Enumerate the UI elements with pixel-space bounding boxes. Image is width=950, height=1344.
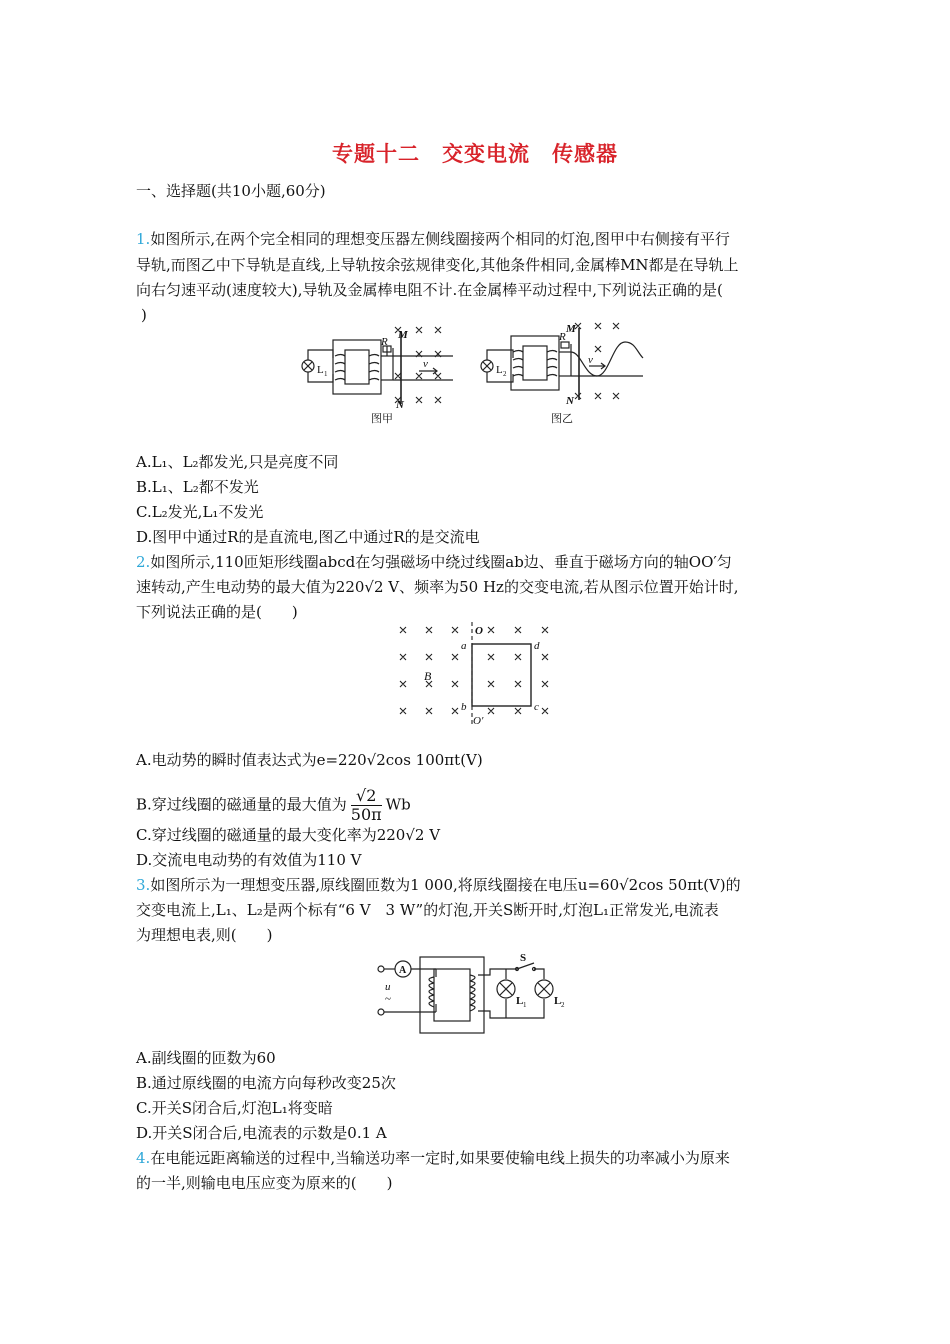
q1-fig-caption-right: 图乙 — [551, 413, 573, 425]
q3-fig-tilde-label: ~ — [385, 993, 391, 1005]
q2-fig-a-label: a — [461, 640, 467, 652]
svg-text:1: 1 — [324, 370, 328, 378]
q2-fraction-unit: Wb — [385, 795, 411, 814]
q3-fig-A-label: A — [399, 965, 407, 976]
q3-fig-L2-label: L — [554, 995, 562, 1007]
q1-fig-N2-label: N — [566, 395, 574, 407]
q1-fig-R2-label: R — [559, 331, 566, 343]
svg-text:2: 2 — [503, 370, 507, 378]
q1-fig-v-label: v — [423, 358, 428, 370]
q3-option-a: A.副线圈的匝数为60 — [136, 1049, 276, 1067]
q2-option-d: D.交流电电动势的有效值为110 V — [136, 851, 362, 869]
q3-fig-S-label: S — [520, 952, 527, 964]
q1-option-c: C.L₂发光,L₁不发光 — [136, 503, 264, 521]
q2-line-3: 下列说法正确的是( ) — [136, 603, 298, 621]
q2-fig-B-label: B — [424, 669, 432, 683]
q3-fig-u-label: u — [385, 981, 391, 993]
q3-option-c: C.开关S闭合后,灯泡L₁将变暗 — [136, 1099, 333, 1117]
q1-option-b: B.L₁、L₂都不发光 — [136, 478, 259, 496]
q1-fig-L1-label: L — [317, 364, 324, 376]
q1-number: 1. — [136, 230, 151, 248]
q3-line-3: 为理想电表,则( ) — [136, 926, 273, 944]
page-title: 专题十二 交变电流 传感器 — [332, 142, 618, 166]
q2-option-b: B.穿过线圈的磁通量的最大值为 $\frac{√2}{50\pi}$ Wb — [136, 786, 411, 824]
q3-number: 3. — [136, 876, 151, 894]
q2-option-c: C.穿过线圈的磁通量的最大变化率为220√2 V — [136, 826, 441, 844]
figure-jia — [302, 327, 453, 404]
q1-figure — [295, 318, 655, 434]
q1-fig-M2-label: M — [566, 323, 576, 335]
q1-fig-N-label: N — [396, 399, 404, 411]
q1-line-4: ) — [141, 306, 147, 324]
q2-fig-b-label: b — [461, 701, 467, 713]
q1-fig-R-label: R — [381, 336, 388, 348]
q2-number: 2. — [136, 553, 151, 571]
q2-fig-d-label: d — [534, 640, 540, 652]
q1-line-2: 导轨,而图乙中下导轨是直线,上导轨按余弦规律变化,其他条件相同,金属棒MN都是在导轨上 — [136, 256, 739, 274]
q3-figure — [376, 952, 576, 1046]
q3-option-d: D.开关S闭合后,电流表的示数是0.1 A — [136, 1124, 387, 1142]
q3-fig-L1-label: L — [516, 995, 524, 1007]
q3-line-1: 3.如图所示为一理想变压器,原线圈匝数为1 000,将原线圈接在电压u=60√2cos 50πt(V)的 — [136, 876, 741, 894]
q1-option-d: D.图甲中通过R的是直流电,图乙中通过R的是交流电 — [136, 528, 480, 546]
q2-line-2: 速转动,产生电动势的最大值为220√2 V、频率为50 Hz的交变电流,若从图示位置开始计时, — [136, 578, 739, 596]
q2-fig-O2-label: O′ — [473, 715, 484, 727]
q2-option-a: A.电动势的瞬时值表达式为e=220√2cos 100πt(V) — [136, 751, 483, 769]
svg-text:1: 1 — [523, 1001, 527, 1009]
q1-line-1: 1.如图所示,在两个完全相同的理想变压器左侧线圈接两个相同的灯泡,图甲中右侧接有平行 — [136, 230, 730, 248]
q2-fraction-denominator: 50π — [350, 805, 382, 824]
svg-text:2: 2 — [561, 1001, 565, 1009]
q4-number: 4. — [136, 1149, 151, 1167]
q3-option-b: B.通过原线圈的电流方向每秒改变25次 — [136, 1074, 396, 1092]
q1-fig-M-label: M — [398, 329, 408, 341]
q4-line-2: 的一半,则输电电压应变为原来的( ) — [136, 1174, 393, 1192]
q1-line-3: 向右匀速平动(速度较大),导轨及金属棒电阻不计.在金属棒平动过程中,下列说法正确的是( — [136, 281, 723, 299]
section-heading: 一、选择题(共10小题,60分) — [136, 182, 326, 200]
q2-figure — [392, 620, 562, 732]
q3-line-2: 交变电流上,L₁、L₂是两个标有“6 V 3 W”的灯泡,开关S断开时,灯泡L₁正常发光,电流表 — [136, 901, 719, 919]
q1-option-a: A.L₁、L₂都发光,只是亮度不同 — [136, 453, 339, 471]
q2-fig-O-label: O — [475, 625, 483, 637]
q2-line-1: 2.如图所示,110匝矩形线圈abcd在匀强磁场中绕过线圈ab边、垂直于磁场方向的轴OO′匀 — [136, 553, 732, 571]
q4-line-1: 4.在电能远距离输送的过程中,当输送功率一定时,如果要使输电线上损失的功率减小为原来 — [136, 1149, 730, 1167]
q2-fig-c-label: c — [534, 701, 539, 713]
q1-fig-caption-left: 图甲 — [371, 413, 393, 425]
q2-fraction-numerator: √2 — [351, 787, 382, 806]
q1-fig-L2-label: L — [496, 364, 503, 376]
q1-fig-v2-label: v — [588, 354, 593, 366]
